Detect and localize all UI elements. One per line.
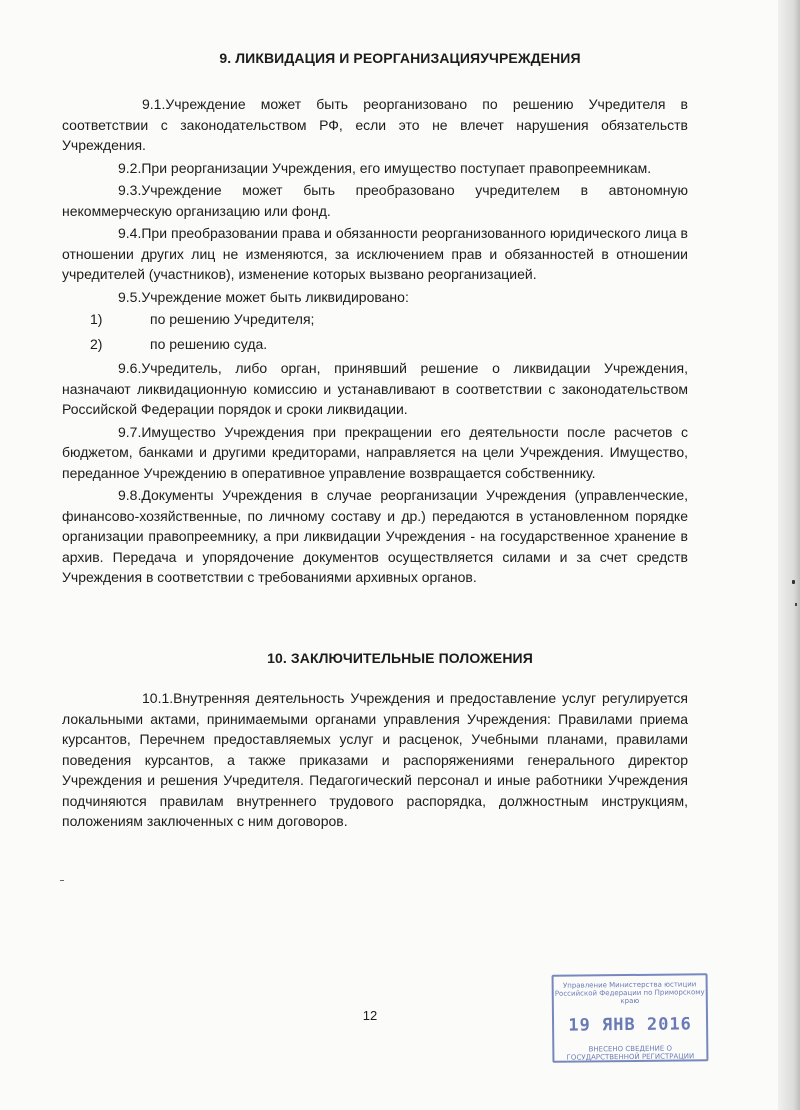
paragraph-text: Внутренняя деятельность Учреждения и предоставление услуг регулируется локальными актами, принимаемыми органами управления Учреждения: Правилами приема курсантов, Перечнем предоставляемых услуг и расценок, Учебными планами, правилами поведения курсантов, а также приказами и распоряжениями генерального директор Учреждения и решения Учредителя. Педагогический персонал и иные работники Учреждения подчиняются правилам внутреннего трудового распорядка, должностным инструкциям, положениям заключенных с ним договоров.: [62, 690, 688, 829]
stamp-line: Российской Федерации по Приморскому краю: [554, 988, 705, 1006]
paragraph-9-1: [62, 94, 688, 156]
list-item-1: [62, 309, 688, 330]
paragraph-9-4: [62, 223, 688, 285]
registration-stamp: [552, 973, 709, 1063]
list-item-2: [62, 334, 688, 355]
paragraph-9-5: [62, 287, 688, 308]
paragraph-text: При реорганизации Учреждения, его имущество поступает правопреемникам.: [141, 159, 652, 176]
section-10-body: [62, 688, 688, 834]
paragraph-number: 9.7.: [118, 423, 142, 440]
paragraph-text: При преобразовании права и обязанности реорганизованного юридического лица в отношении других лиц не изменяются, за исключением прав и обязанностей в отношении учредителей (участников), изменение которых вызвано реорганизацией.: [62, 225, 688, 282]
paragraph-number: 10.1.: [142, 690, 174, 706]
paragraph-number: 9.4.: [118, 225, 142, 241]
paragraph-9-2: [62, 158, 688, 179]
paragraph-9-6: [62, 358, 688, 420]
scan-speck: [792, 580, 795, 584]
paragraph-number: 9.5.: [118, 288, 142, 305]
paragraph-number: 9.8.: [118, 487, 142, 503]
paragraph-9-7: [62, 422, 688, 484]
paragraph-9-3: [62, 180, 688, 221]
list-text: по решению суда.: [150, 335, 268, 352]
paragraph-10-1: [62, 688, 688, 832]
paragraph-text: Учреждение может быть ликвидировано:: [141, 288, 409, 305]
stamp-date: 19 ЯНВ 2016: [568, 1014, 692, 1036]
section-9-body: [62, 94, 688, 590]
paragraph-text: Учреждение может быть реорганизовано по решению Учредителя в соответствии с законодательством РФ, если это не влечет нарушения обязательств Учреждения.: [62, 96, 688, 153]
paragraph-text: Имущество Учреждения при прекращении его деятельности после расчетов с бюджетом, банками и другими кредиторами, направляется на цели Учреждения. Имущество, переданное Учреждению в оперативное управление возвращается собственнику.: [62, 423, 688, 481]
paragraph-number: 9.6.: [118, 360, 142, 376]
scan-mark: [60, 880, 64, 881]
page-edge-shadow: [778, 0, 800, 1110]
scan-speck: [795, 603, 797, 606]
page-number: 12: [362, 1008, 378, 1023]
paragraph-number: 9.1.: [142, 96, 166, 112]
list-number: 2): [90, 335, 103, 352]
section-10-heading: 10. ЗАКЛЮЧИТЕЛЬНЫЕ ПОЛОЖЕНИЯ: [267, 650, 533, 666]
stamp-line: ВНЕСЕНО СВЕДЕНИЕ О ГОСУДАРСТВЕННОЙ РЕГИСТРАЦИИ: [566, 1044, 695, 1062]
paragraph-number: 9.3.: [118, 182, 142, 198]
list-text: по решению Учредителя;: [150, 311, 315, 327]
stamp-line: Управление Министерства юстиции: [562, 980, 697, 990]
section-9-heading: 9. ЛИКВИДАЦИЯ И РЕОРГАНИЗАЦИЯУЧРЕЖДЕНИЯ: [219, 50, 581, 66]
paragraph-text: Учреждение может быть преобразовано учредителем в автономную некоммерческую организацию или фонд.: [62, 182, 688, 219]
paragraph-text: Документы Учреждения в случае реорганизации Учреждения (управленческие, финансово-хозяйственные, по личному составу и др.) передаются в установленном порядке организации правопреемнику, а при ликвидации Учреждения - на государственное хранение в архив. Передача и упорядочение документов осуществляется силами и за счет средств Учреждения в соответствии с требованиями архивных органов.: [62, 487, 688, 585]
list-number: 1): [90, 311, 103, 327]
paragraph-text: Учредитель, либо орган, принявший решение о ликвидации Учреждения, назначают ликвидационную комиссию и устанавливают в соответствии с законодательством Российской Федерации порядок и сроки ликвидации.: [62, 360, 688, 417]
paragraph-number: 9.2.: [118, 159, 142, 176]
paragraph-9-8: [62, 485, 688, 588]
